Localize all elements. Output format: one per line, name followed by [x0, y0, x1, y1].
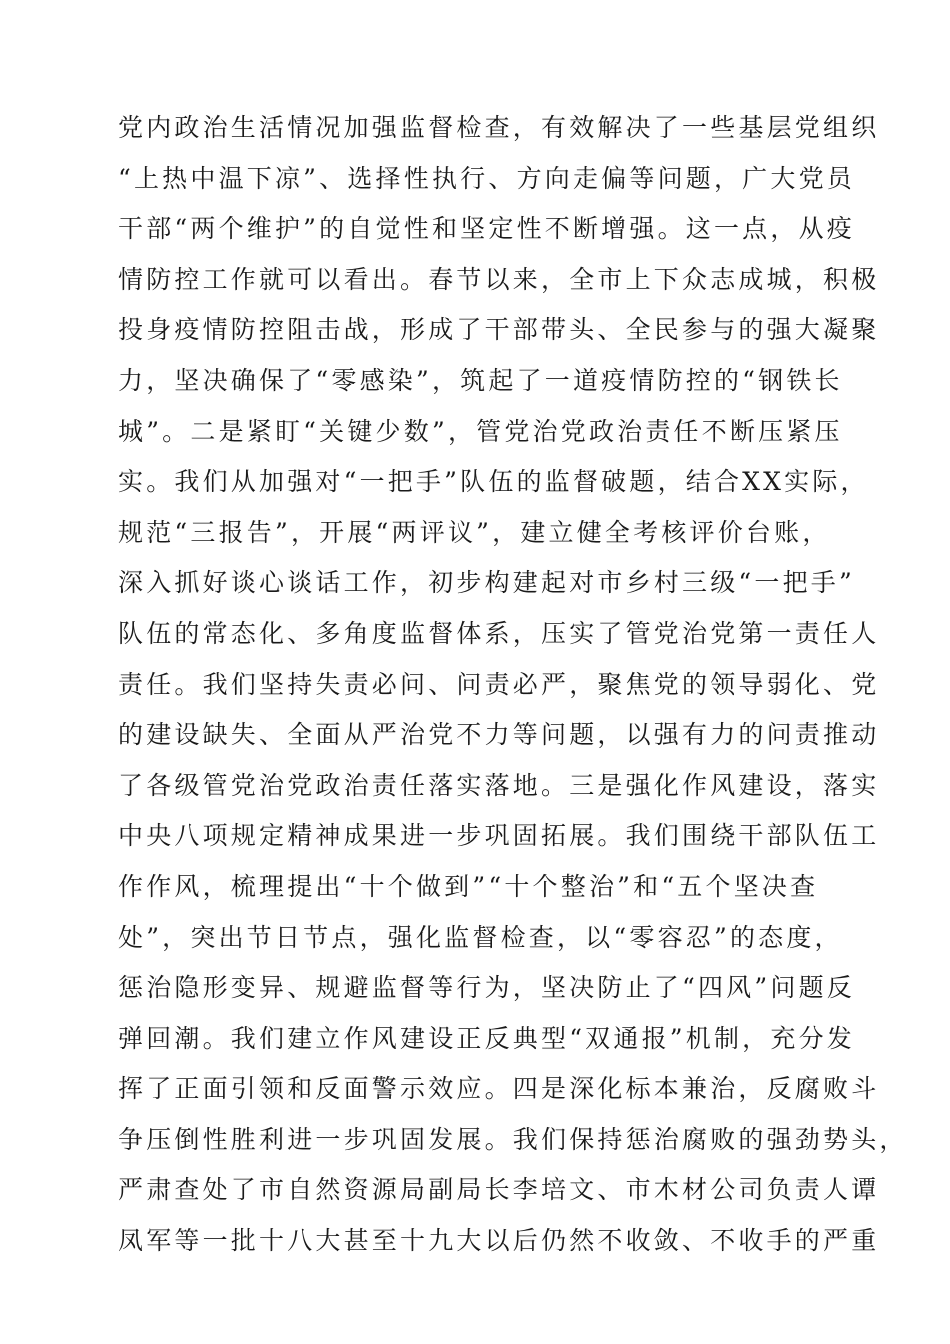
- text-line: 争压倒性胜利进一步巩固发展。我们保持惩治腐败的强劲势头，: [118, 1124, 908, 1154]
- body-text: [118, 103, 908, 1267]
- text-line: 处”，突出节日节点，强化监督检查，以“零容忍”的态度，: [118, 922, 843, 952]
- text-line: 了各级管党治党政治责任落实落地。三是强化作风建设，落实: [118, 770, 880, 800]
- text-line: 严肃查处了市自然资源局副局长李培文、市木材公司负责人谭: [118, 1175, 880, 1205]
- text-line: 情防控工作就可以看出。春节以来，全市上下众志成城，积极: [118, 264, 880, 294]
- text-line: 党内政治生活情况加强监督检查，有效解决了一些基层党组织: [118, 113, 880, 142]
- text-line: 规范“三报告”，开展“两评议”，建立健全考核评价台账，: [118, 517, 831, 547]
- text-line: 惩治隐形变异、规避监督等行为，坚决防止了“四风”问题反: [118, 973, 855, 1003]
- text-line: 挥了正面引领和反面警示效应。四是深化标本兼治，反腐败斗: [118, 1074, 880, 1104]
- text-line: “上热中温下凉”、选择性执行、方向走偏等问题，广大党员: [118, 163, 855, 193]
- text-line: 责任。我们坚持失责必问、问责必严，聚焦党的领导弱化、党: [118, 669, 880, 699]
- text-line: 的建设缺失、全面从严治党不力等问题，以强有力的问责推动: [118, 720, 880, 750]
- text-line: 弹回潮。我们建立作风建设正反典型“双通报”机制，充分发: [118, 1023, 855, 1053]
- text-line: 队伍的常态化、多角度监督体系，压实了管党治党第一责任人: [118, 618, 880, 648]
- text-line: 投身疫情防控阻击战，形成了干部带头、全民参与的强大凝聚: [118, 315, 880, 345]
- text-line: 实。我们从加强对“一把手”队伍的监督破题，结合XX实际，: [118, 467, 869, 497]
- text-line: 中央八项规定精神成果进一步巩固拓展。我们围绕干部队伍工: [118, 821, 880, 851]
- text-line: 深入抓好谈心谈话工作，初步构建起对市乡村三级“一把手”: [118, 568, 855, 598]
- text-line: 作作风，梳理提出“十个做到”“十个整治”和“五个坚决查: [118, 871, 819, 901]
- text-line: 力，坚决确保了“零感染”，筑起了一道疫情防控的“钢铁长: [118, 365, 843, 395]
- text-line: 干部“两个维护”的自觉性和坚定性不断增强。这一点，从疫: [118, 214, 855, 244]
- text-line: 城”。二是紧盯“关键少数”，管党治党政治责任不断压紧压: [118, 416, 843, 446]
- text-line: 凤军等一批十八大甚至十九大以后仍然不收敛、不收手的严重: [118, 1226, 880, 1256]
